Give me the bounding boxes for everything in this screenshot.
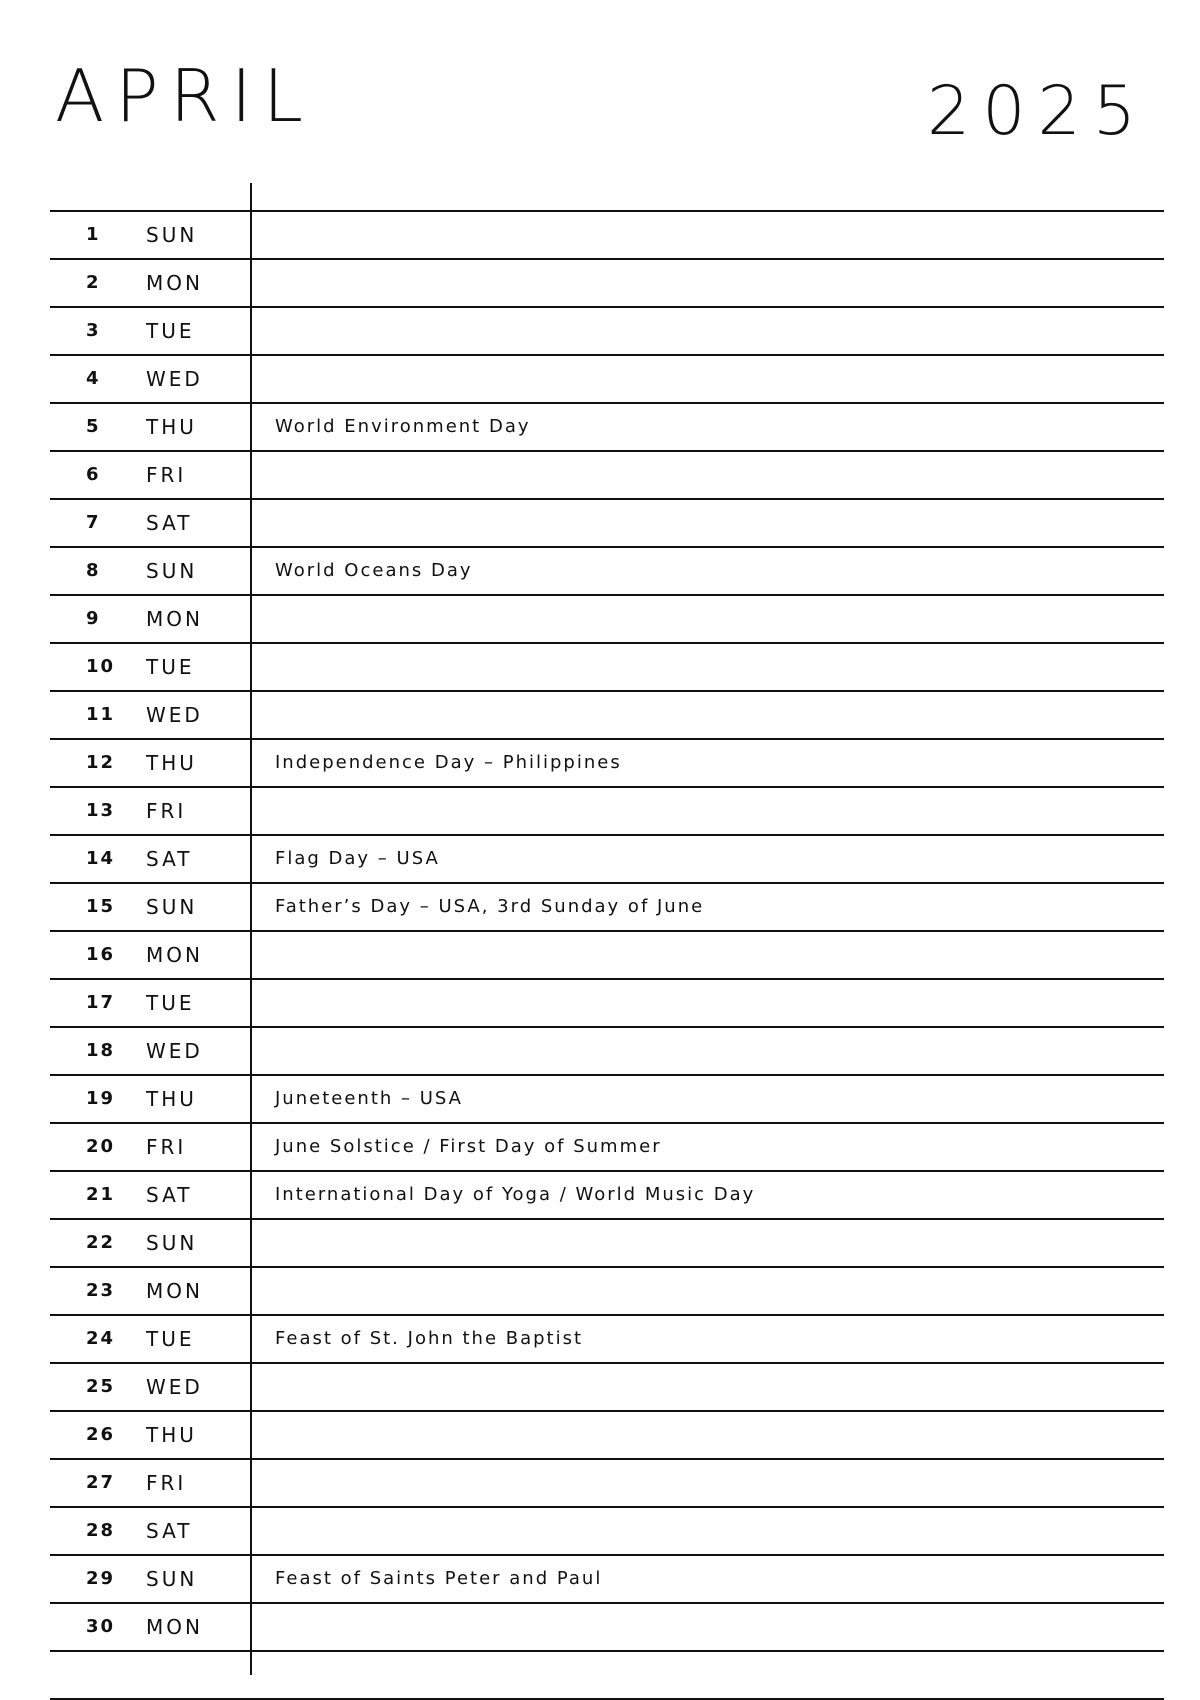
day-number: 6 bbox=[86, 464, 101, 485]
day-number: 2 bbox=[86, 272, 101, 293]
day-row[interactable] bbox=[50, 452, 1164, 500]
day-of-week: WED bbox=[146, 367, 203, 391]
day-of-week: SAT bbox=[146, 847, 193, 871]
day-of-week: FRI bbox=[146, 799, 187, 823]
day-row[interactable] bbox=[50, 1076, 1164, 1124]
day-of-week: TUE bbox=[146, 1327, 195, 1351]
day-of-week: SUN bbox=[146, 1231, 198, 1255]
day-row[interactable] bbox=[50, 260, 1164, 308]
day-row[interactable] bbox=[50, 1220, 1164, 1268]
day-row[interactable] bbox=[50, 1604, 1164, 1652]
day-number: 3 bbox=[86, 320, 101, 341]
event-note: Feast of Saints Peter and Paul bbox=[275, 1568, 603, 1589]
event-note: Juneteenth – USA bbox=[275, 1088, 463, 1109]
day-of-week: FRI bbox=[146, 1471, 187, 1495]
day-number: 12 bbox=[86, 752, 116, 773]
day-of-week: TUE bbox=[146, 991, 195, 1015]
day-number: 11 bbox=[86, 704, 116, 725]
day-row[interactable] bbox=[50, 1412, 1164, 1460]
day-of-week: SAT bbox=[146, 511, 193, 535]
day-row[interactable] bbox=[50, 644, 1164, 692]
day-number: 21 bbox=[86, 1184, 116, 1205]
day-number: 26 bbox=[86, 1424, 116, 1445]
day-of-week: TUE bbox=[146, 319, 195, 343]
day-planner bbox=[50, 183, 1164, 1675]
day-of-week: SUN bbox=[146, 895, 198, 919]
day-row[interactable] bbox=[50, 884, 1164, 932]
day-row[interactable] bbox=[50, 404, 1164, 452]
day-row[interactable] bbox=[50, 1652, 1164, 1700]
day-row[interactable] bbox=[50, 1172, 1164, 1220]
day-number: 9 bbox=[86, 608, 101, 629]
day-of-week: MON bbox=[146, 271, 203, 295]
day-number: 20 bbox=[86, 1136, 116, 1157]
day-of-week: MON bbox=[146, 1279, 203, 1303]
day-number: 28 bbox=[86, 1520, 116, 1541]
day-number: 17 bbox=[86, 992, 116, 1013]
day-of-week: TUE bbox=[146, 655, 195, 679]
day-number: 14 bbox=[86, 848, 116, 869]
day-number: 18 bbox=[86, 1040, 116, 1061]
day-row[interactable] bbox=[50, 788, 1164, 836]
event-note: Father’s Day – USA, 3rd Sunday of June bbox=[275, 896, 705, 917]
day-row[interactable] bbox=[50, 1316, 1164, 1364]
event-note: Feast of St. John the Baptist bbox=[275, 1328, 584, 1349]
day-row[interactable] bbox=[50, 692, 1164, 740]
day-number: 7 bbox=[86, 512, 101, 533]
day-of-week: THU bbox=[146, 1087, 197, 1111]
day-row[interactable] bbox=[50, 212, 1164, 260]
year-title: 2025 bbox=[926, 72, 1148, 151]
day-row[interactable] bbox=[50, 1460, 1164, 1508]
day-number: 1 bbox=[86, 224, 101, 245]
day-of-week: WED bbox=[146, 703, 203, 727]
day-number: 5 bbox=[86, 416, 101, 437]
event-note: June Solstice / First Day of Summer bbox=[275, 1136, 662, 1157]
day-of-week: SUN bbox=[146, 223, 198, 247]
day-of-week: THU bbox=[146, 1423, 197, 1447]
month-title: APRIL bbox=[55, 54, 315, 138]
day-number: 13 bbox=[86, 800, 116, 821]
day-of-week: SAT bbox=[146, 1519, 193, 1543]
day-row[interactable] bbox=[50, 308, 1164, 356]
event-note: World Oceans Day bbox=[275, 560, 473, 581]
day-of-week: WED bbox=[146, 1039, 203, 1063]
day-row[interactable] bbox=[50, 836, 1164, 884]
day-row[interactable] bbox=[50, 1028, 1164, 1076]
day-of-week: MON bbox=[146, 1615, 203, 1639]
day-of-week: SUN bbox=[146, 559, 198, 583]
day-number: 19 bbox=[86, 1088, 116, 1109]
day-number: 24 bbox=[86, 1328, 116, 1349]
day-number: 16 bbox=[86, 944, 116, 965]
day-rows bbox=[50, 210, 1164, 1700]
day-row[interactable] bbox=[50, 500, 1164, 548]
day-of-week: SUN bbox=[146, 1567, 198, 1591]
day-of-week: WED bbox=[146, 1375, 203, 1399]
event-note: Independence Day – Philippines bbox=[275, 752, 622, 773]
day-of-week: THU bbox=[146, 415, 197, 439]
day-number: 30 bbox=[86, 1616, 116, 1637]
day-row[interactable] bbox=[50, 1556, 1164, 1604]
event-note: International Day of Yoga / World Music Day bbox=[275, 1184, 756, 1205]
day-number: 27 bbox=[86, 1472, 116, 1493]
day-row[interactable] bbox=[50, 596, 1164, 644]
day-of-week: MON bbox=[146, 607, 203, 631]
day-number: 8 bbox=[86, 560, 101, 581]
day-of-week: THU bbox=[146, 751, 197, 775]
day-number: 4 bbox=[86, 368, 101, 389]
day-row[interactable] bbox=[50, 1124, 1164, 1172]
day-of-week: MON bbox=[146, 943, 203, 967]
day-of-week: FRI bbox=[146, 1135, 187, 1159]
day-number: 10 bbox=[86, 656, 116, 677]
day-number: 29 bbox=[86, 1568, 116, 1589]
day-row[interactable] bbox=[50, 980, 1164, 1028]
day-row[interactable] bbox=[50, 1268, 1164, 1316]
day-number: 15 bbox=[86, 896, 116, 917]
day-number: 22 bbox=[86, 1232, 116, 1253]
day-number: 25 bbox=[86, 1376, 116, 1397]
day-row[interactable] bbox=[50, 548, 1164, 596]
day-of-week: SAT bbox=[146, 1183, 193, 1207]
event-note: Flag Day – USA bbox=[275, 848, 440, 869]
day-row[interactable] bbox=[50, 932, 1164, 980]
day-row[interactable] bbox=[50, 740, 1164, 788]
day-row[interactable] bbox=[50, 1508, 1164, 1556]
event-note: World Environment Day bbox=[275, 416, 531, 437]
day-row[interactable] bbox=[50, 1364, 1164, 1412]
day-of-week: FRI bbox=[146, 463, 187, 487]
day-row[interactable] bbox=[50, 356, 1164, 404]
day-number: 23 bbox=[86, 1280, 116, 1301]
